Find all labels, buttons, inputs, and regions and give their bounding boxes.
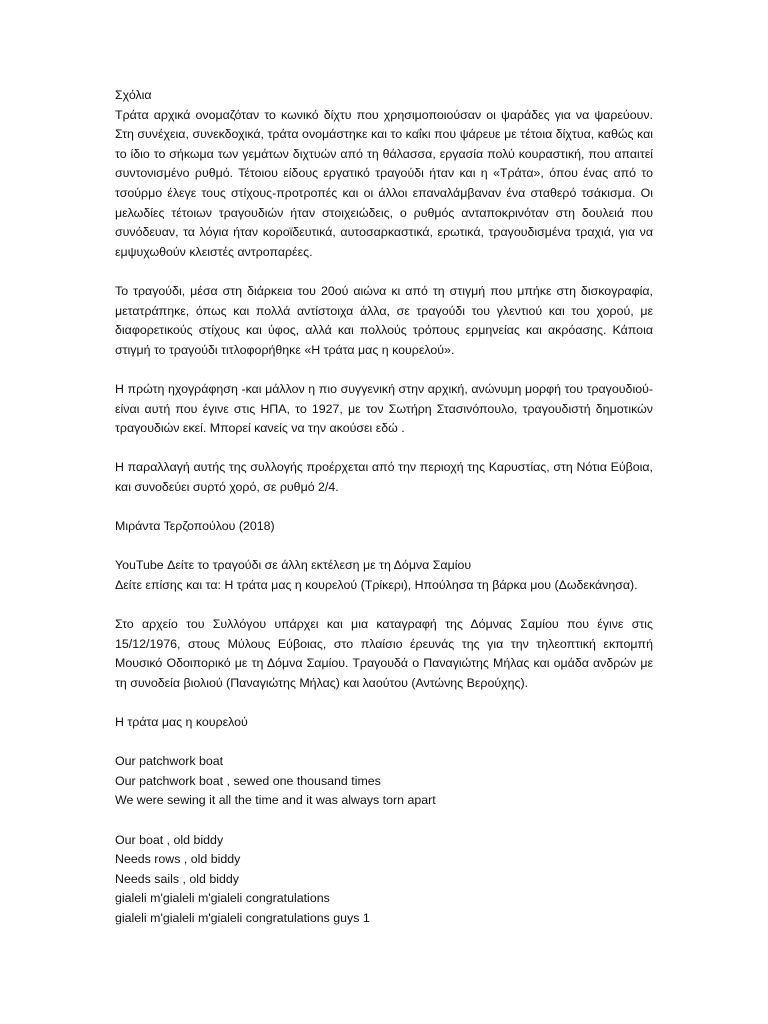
- paragraph-trata-definition: Τράτα αρχικά ονομαζόταν το κωνικό δίχτυ που χρησιμοποιούσαν οι ψαράδες για να ψαρεύουν. Στη συνέχεια, συνεκδοχικά, τράτα ονομάστηκε και το καΐκι που ψάρευε με τέτοια δίχτυα, καθώς και το ίδιο το σήκωμα των γεμάτων διχτυών από τη θάλασσα, εργασία πολύ κουραστική, που απαιτεί συντονισμένο ρυθμό. Τέτοιου είδους εργατικό τραγούδι ήταν και η «Τράτα», όπου ένας από το τσούρμο έλεγε τους στίχους-προτροπές και οι άλλοι επαναλάμβαναν ένα σταθερό τσάκισμα. Οι μελωδίες τέτοιων τραγουδιών ήταν στοιχειώδεις, ο ρυθμός ανταποκρινόταν στη δουλειά που συνόδευαν, τα λόγια ήταν κοροϊδευτικά, αυτοσαρκαστικά, ερωτικά, τραγουδισμένα τραχιά, για να εμψυχωθούν κλειστές αντροπαρέες.: [115, 107, 653, 259]
- document-body: [115, 86, 653, 929]
- paragraph-archive-recording: Στο αρχείο του Συλλόγου υπάρχει και μια καταγραφή της Δόμνας Σαμίου που έγινε στις 15/12/1976, στους Μύλους Εύβοιας, στο πλαίσιο έρευνάς της για την τηλεοπτική εκπομπή Μουσικό Οδοιπορικό με τη Δόμνα Σαμίου. Τραγουδά ο Παναγιώτης Μήλας και ομάδα ανδρών με τη συνοδεία βιολιού (Παναγιώτης Μήλας) και λαούτου (Αντώνης Βερούχης).: [115, 617, 653, 690]
- lyric-line: Our patchwork boat: [115, 754, 224, 769]
- lyric-line: Needs sails , old biddy: [115, 871, 239, 886]
- lyric-line: Our boat , old biddy: [115, 832, 224, 847]
- lyric-line: Needs rows , old biddy: [115, 852, 241, 867]
- paragraph-variant-origin: Η παραλλαγή αυτής της συλλογής προέρχεται από την περιοχή της Καρυστίας, στη Νότια Εύβοια, και συνοδεύει συρτό χορό, σε ρυθμό 2/4.: [115, 460, 653, 494]
- lyrics-verse-1: [115, 752, 653, 811]
- see-also-links[interactable]: Δείτε επίσης και τα: Η τράτα μας η κουρελού (Τρίκερι), Ηπούλησα τη βάρκα μου (Δωδεκάνησα).: [115, 577, 638, 592]
- paragraph-first-recording: Η πρώτη ηχογράφηση -και μάλλον η πιο συγγενική στην αρχική, ανώνυμη μορφή του τραγουδιού- είναι αυτή που έγινε στις ΗΠΑ, το 1927, με τον Σωτήρη Στασινόπουλο, τραγουδιστή δημοτικών τραγουδιών εκεί. Μπορεί κανείς να την ακούσει εδώ .: [115, 381, 653, 436]
- author-credit: Μιράντα Τερζοπούλου (2018): [115, 519, 275, 534]
- youtube-link[interactable]: YouTube Δείτε το τραγούδι σε άλλη εκτέλεση με τη Δόμνα Σαμίου: [115, 558, 472, 573]
- paragraph-song-history: Το τραγούδι, μέσα στη διάρκεια του 20ού αιώνα κι από τη στιγμή που μπήκε στη δισκογραφία, μετατράπηκε, όπως και πολλά αντίστοιχα άλλα, σε τραγούδι του γλεντιού και του χορού, με διαφορετικούς στίχους και ύφος, αλλά και πολλούς τρόπους ερμηνείας και ακρόασης. Κάποια στιγμή το τραγούδι τιτλοφορήθηκε «Η τράτα μας η κουρελού».: [115, 283, 653, 357]
- lyrics-verse-2: [115, 831, 653, 929]
- song-title: Η τράτα μας η κουρελού: [115, 715, 248, 729]
- comments-heading: Σχόλια: [115, 88, 152, 102]
- lyric-line: We were sewing it all the time and it was always torn apart: [115, 793, 436, 808]
- lyric-line: gialeli m'gialeli m'gialeli congratulations: [115, 891, 330, 906]
- lyric-line: Our patchwork boat , sewed one thousand times: [115, 773, 381, 788]
- lyric-line: gialeli m'gialeli m'gialeli congratulations guys 1: [115, 910, 370, 925]
